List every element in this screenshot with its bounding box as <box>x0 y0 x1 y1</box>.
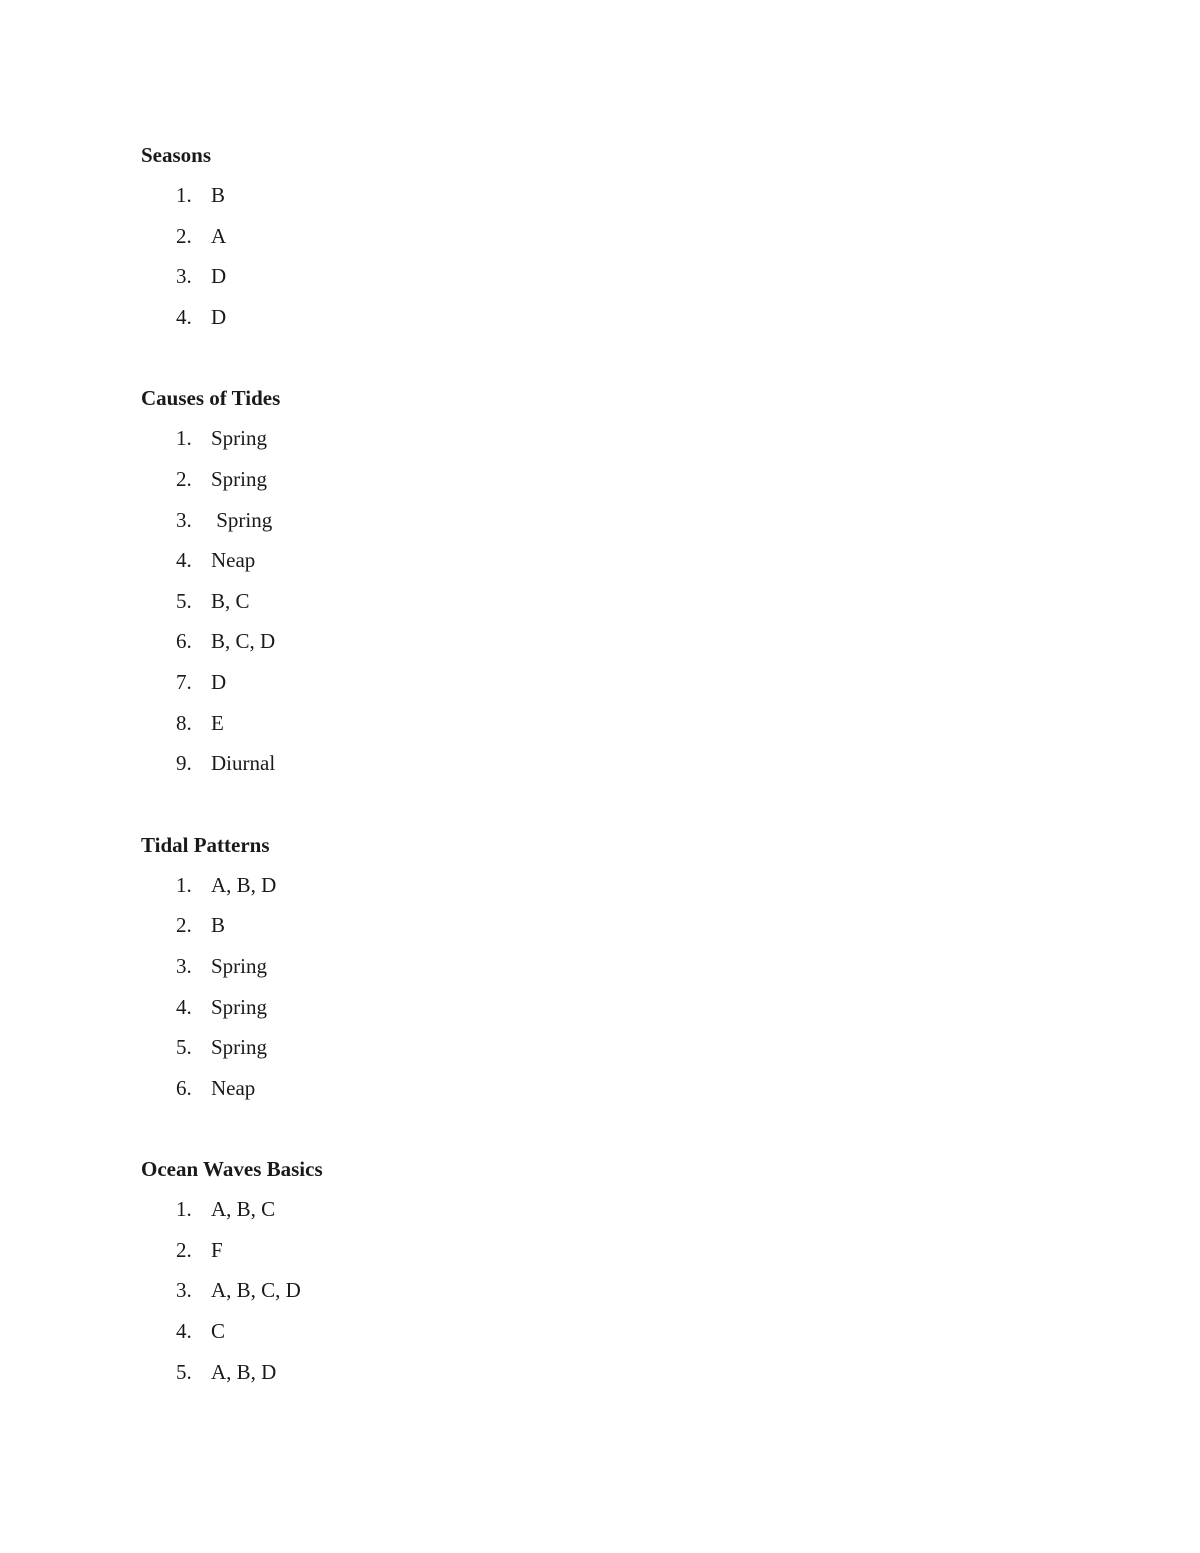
list-item <box>141 423 1101 464</box>
answer-section <box>141 140 1101 342</box>
item-answer: D <box>211 669 227 694</box>
item-answer: Spring <box>211 507 273 532</box>
item-number: 2. <box>176 913 192 938</box>
item-answer: D <box>211 264 227 289</box>
item-number: 1. <box>176 872 192 897</box>
item-number: 6. <box>176 629 192 654</box>
item-answer: A, B, C <box>211 1197 276 1222</box>
answer-key-page <box>141 140 1101 1438</box>
list-item <box>141 1194 1101 1235</box>
answer-list <box>141 180 1101 342</box>
answer-section <box>141 383 1101 788</box>
item-answer: A <box>211 223 227 248</box>
item-answer: Spring <box>211 466 268 491</box>
item-number: 1. <box>176 1197 192 1222</box>
answer-list <box>141 870 1101 1114</box>
answer-list <box>141 1194 1101 1397</box>
list-item <box>141 748 1101 789</box>
list-item <box>141 1073 1101 1114</box>
item-answer: B, C, D <box>211 629 276 654</box>
list-item <box>141 1275 1101 1316</box>
list-item <box>141 180 1101 221</box>
list-item <box>141 545 1101 586</box>
item-answer: B <box>211 913 226 938</box>
item-answer: Neap <box>211 1075 256 1100</box>
section-title: Causes of Tides <box>141 386 281 411</box>
section-title: Seasons <box>141 143 212 167</box>
item-number: 9. <box>176 751 192 776</box>
item-number: 7. <box>176 669 192 694</box>
item-number: 4. <box>176 304 192 329</box>
list-item <box>141 261 1101 302</box>
item-answer: B, C <box>211 588 250 613</box>
list-item <box>141 302 1101 343</box>
item-answer: E <box>211 710 224 735</box>
list-item <box>141 1032 1101 1073</box>
item-number: 2. <box>176 466 192 491</box>
list-item <box>141 910 1101 951</box>
list-item <box>141 586 1101 627</box>
answer-section <box>141 1154 1101 1397</box>
list-item <box>141 221 1101 262</box>
section-title: Ocean Waves Basics <box>141 1157 323 1182</box>
item-number: 3. <box>176 264 192 289</box>
item-answer: A, B, C, D <box>211 1278 301 1303</box>
section-title: Tidal Patterns <box>141 832 270 857</box>
item-number: 2. <box>176 1237 192 1262</box>
item-number: 2. <box>176 223 192 248</box>
item-number: 4. <box>176 994 192 1019</box>
list-item <box>141 626 1101 667</box>
item-answer: Spring <box>211 994 268 1019</box>
item-number: 6. <box>176 1075 192 1100</box>
item-number: 5. <box>176 1035 192 1060</box>
item-answer: Spring <box>211 426 268 451</box>
item-answer: B <box>211 183 226 207</box>
item-answer: Spring <box>211 1035 268 1060</box>
item-number: 4. <box>176 1319 192 1344</box>
item-answer: Spring <box>211 953 268 978</box>
list-item <box>141 992 1101 1033</box>
list-item <box>141 1357 1101 1398</box>
item-number: 3. <box>176 953 192 978</box>
item-number: 8. <box>176 710 192 735</box>
list-item <box>141 1316 1101 1357</box>
item-number: 5. <box>176 1359 192 1384</box>
item-number: 3. <box>176 1278 192 1303</box>
list-item <box>141 505 1101 546</box>
item-answer: F <box>211 1237 223 1262</box>
item-answer: A, B, D <box>211 1359 277 1384</box>
answer-section <box>141 830 1101 1114</box>
item-number: 5. <box>176 588 192 613</box>
item-answer: Neap <box>211 548 256 573</box>
answer-list <box>141 423 1101 788</box>
list-item <box>141 870 1101 911</box>
item-number: 1. <box>176 183 192 207</box>
item-answer: Diurnal <box>211 751 276 776</box>
item-answer: C <box>211 1319 226 1344</box>
item-answer: D <box>211 304 227 329</box>
item-number: 4. <box>176 548 192 573</box>
list-item <box>141 951 1101 992</box>
item-answer: A, B, D <box>211 872 277 897</box>
list-item <box>141 708 1101 749</box>
list-item <box>141 667 1101 708</box>
list-item <box>141 464 1101 505</box>
list-item <box>141 1235 1101 1276</box>
item-number: 1. <box>176 426 192 451</box>
item-number: 3. <box>176 507 192 532</box>
